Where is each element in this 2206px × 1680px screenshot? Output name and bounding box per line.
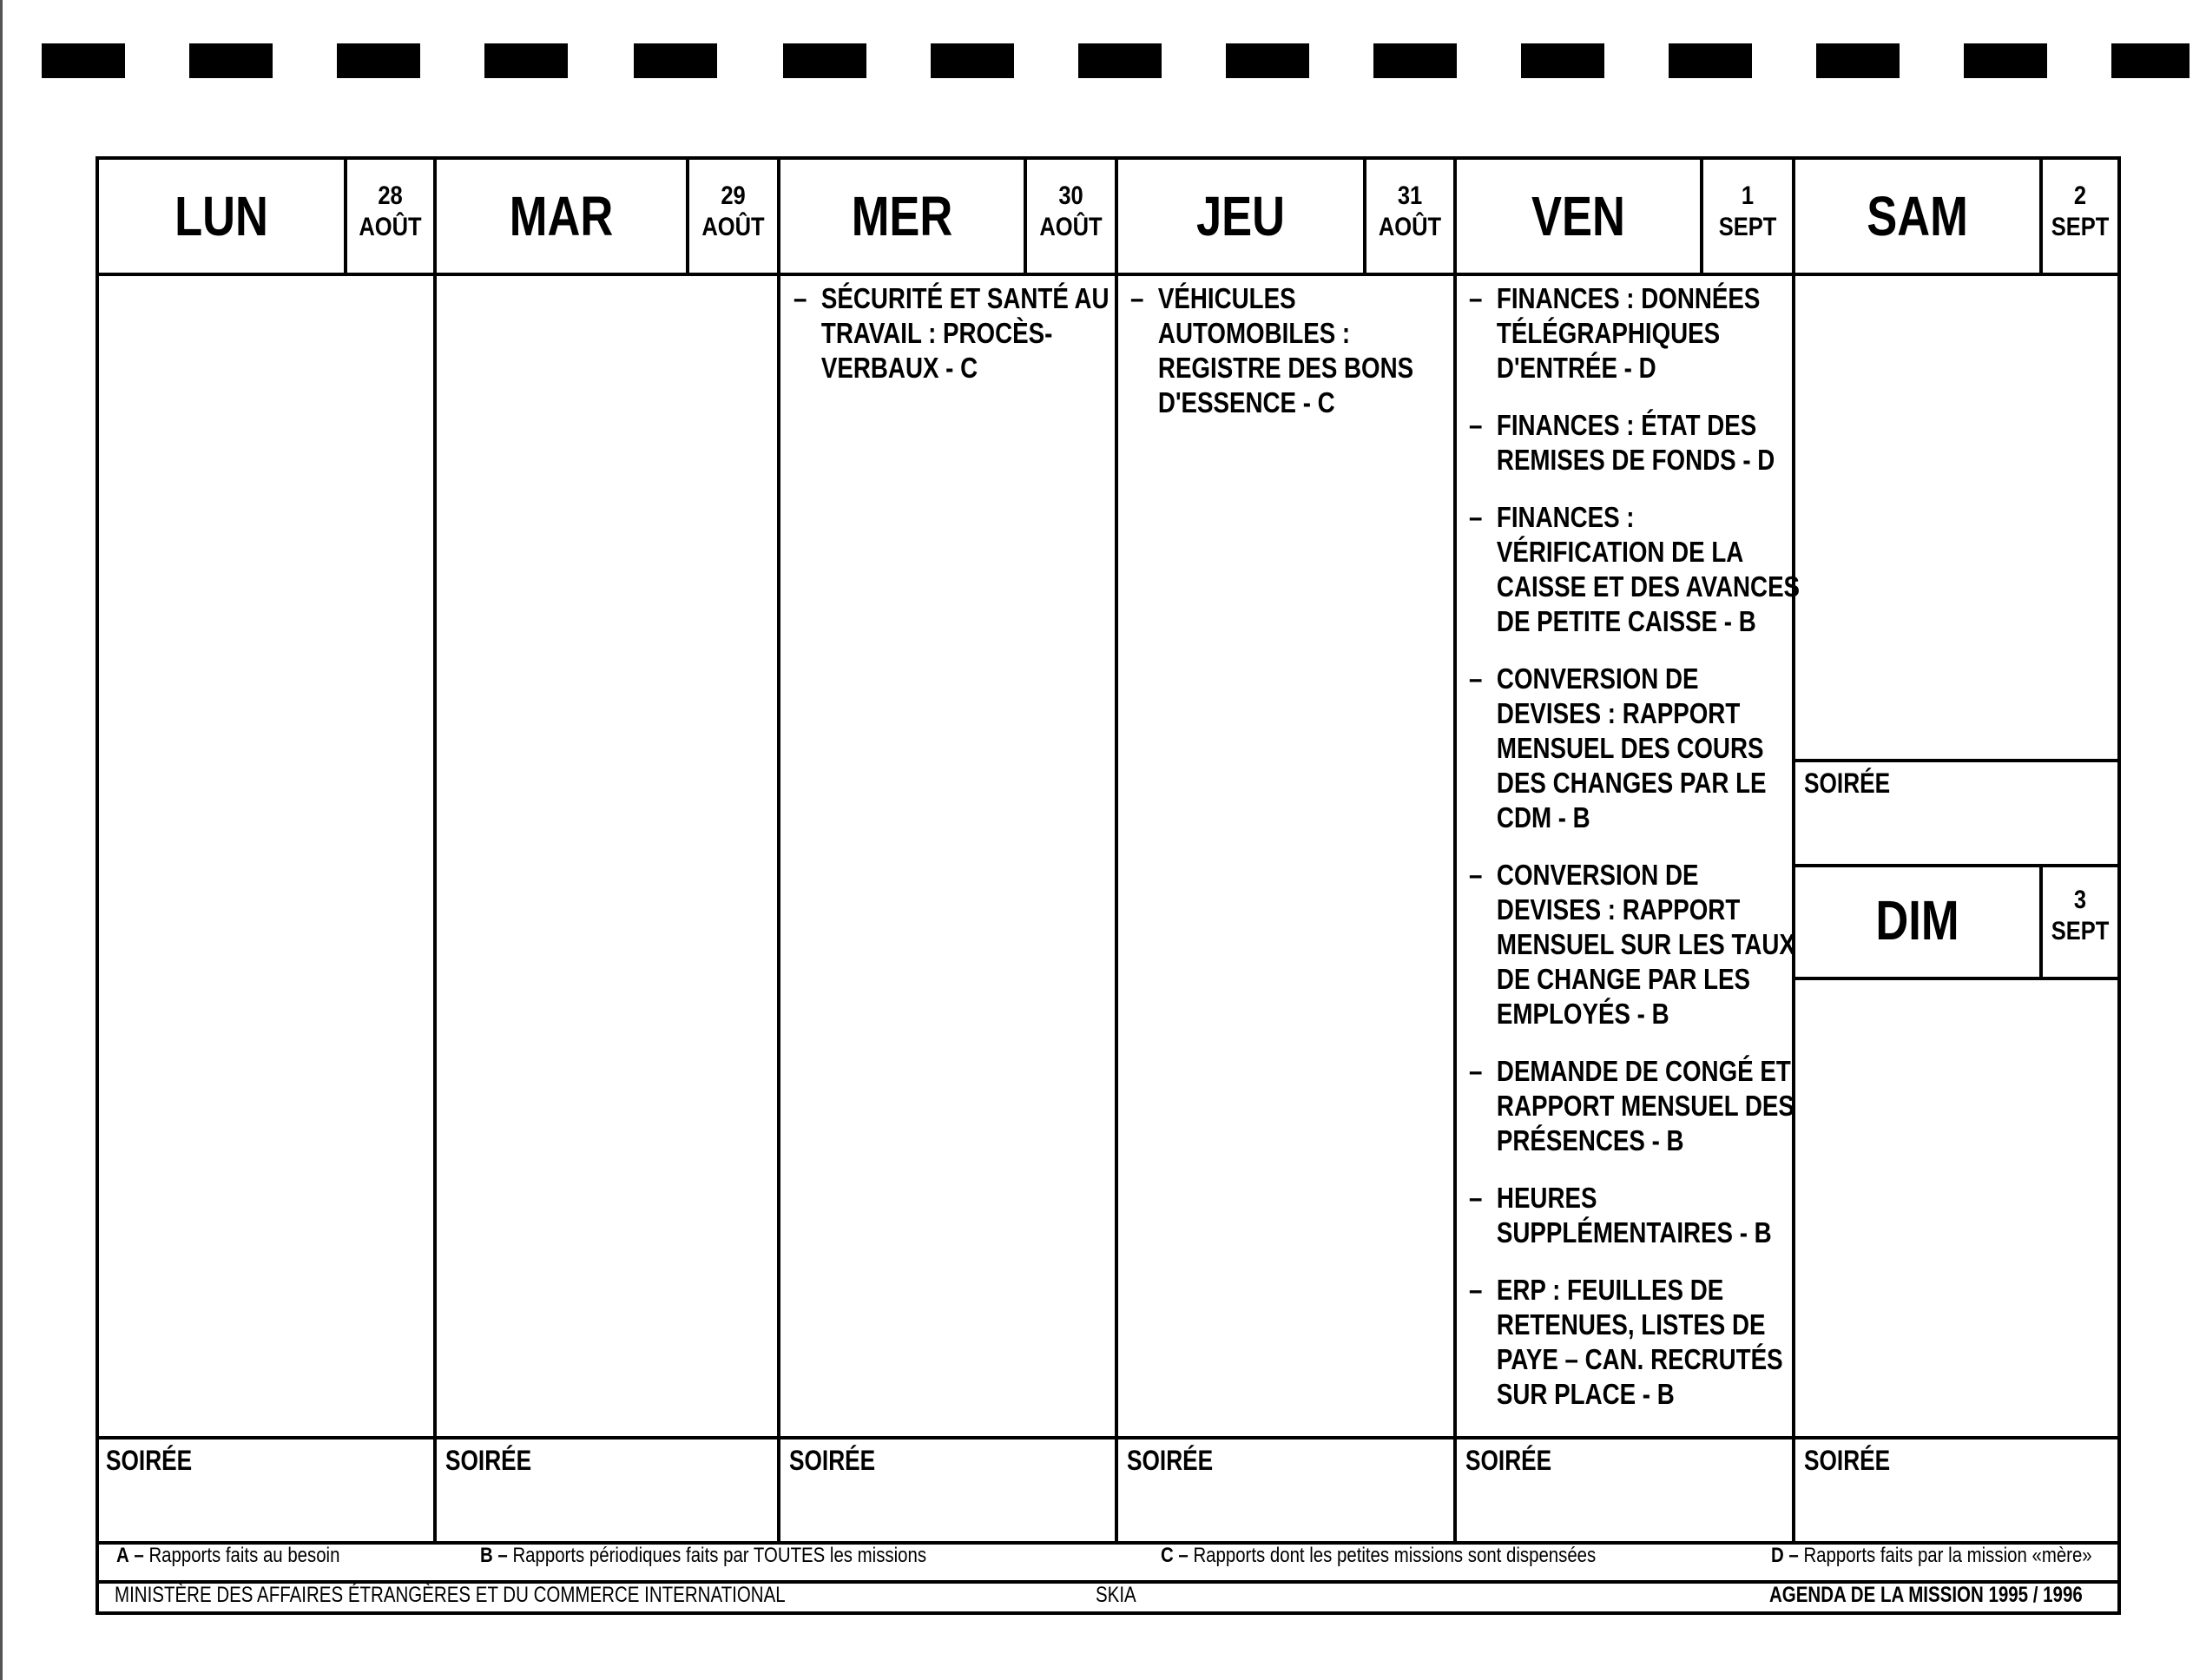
day-name-mer: MER: [851, 185, 953, 247]
day-date-mer: 30 AOÛT: [1039, 181, 1103, 241]
entry-dash: –: [1469, 1274, 1483, 1306]
binder-hole: [1964, 43, 2047, 78]
evening-mer: SOIRÉE: [789, 1445, 876, 1476]
evening-lun: SOIRÉE: [106, 1445, 193, 1476]
entry-text: FINANCES : ÉTAT DES REMISES DE FONDS -: [1496, 409, 1757, 476]
day-date-dim: 3 SEPT: [2051, 886, 2110, 945]
report-entry: [1469, 408, 1803, 478]
day-date-lun: 28 AOÛT: [359, 181, 422, 241]
entry-code: C: [960, 352, 978, 384]
report-entry: [1130, 281, 1465, 420]
binder-hole: [1373, 43, 1457, 78]
entry-text: HEURES SUPPLÉMENTAIRES -: [1496, 1182, 1748, 1248]
day-name-ven: VEN: [1531, 185, 1625, 247]
entry-code: D: [1757, 444, 1775, 476]
binder-hole: [1816, 43, 1900, 78]
entry-text: VÉHICULES AUTOMOBILES : REGISTRE DES BONS D'ESSENCE -: [1157, 282, 1414, 418]
binder-hole: [189, 43, 273, 78]
entry-text: CONVERSION DE DEVISES : RAPPORT MENSUEL DES COURS DES CHANGES PAR LE CDM -: [1496, 662, 1767, 833]
report-entry: [794, 281, 1128, 385]
entry-dash: –: [1469, 662, 1483, 695]
evening-mar: SOIRÉE: [445, 1445, 532, 1476]
report-entry: [1469, 281, 1803, 385]
day-name-lun: LUN: [175, 185, 268, 247]
report-entry: [1469, 662, 1803, 835]
ministry-name: MINISTÈRE DES AFFAIRES ÉTRANGÈRES ET DU COMMERCE INTERNATIONAL: [115, 1583, 786, 1607]
entries-ven: [1469, 281, 1867, 1434]
entry-dash: –: [1469, 1055, 1483, 1087]
day-date-jeu: 31 AOÛT: [1378, 181, 1442, 241]
legend-b: B – Rapports périodiques faits par TOUTES les missions: [480, 1544, 927, 1567]
binder-hole: [634, 43, 717, 78]
binder-hole: [931, 43, 1014, 78]
entry-code: D: [1638, 352, 1656, 384]
binder-hole: [1226, 43, 1309, 78]
entry-code: B: [1738, 605, 1756, 637]
legend-c: C – Rapports dont les petites missions sont dispensées: [1161, 1544, 1597, 1567]
day-name-mar: MAR: [509, 185, 614, 247]
binder-holes: [0, 43, 2206, 78]
entry-dash: –: [794, 282, 807, 314]
entry-text: ERP : FEUILLES DE RETENUES, LISTES DE PAYE – CAN. RECRUTÉS SUR PLACE -: [1496, 1274, 1783, 1410]
entry-text: FINANCES : VÉRIFICATION DE LA CAISSE ET DES AVANCES DE PETITE CAISSE -: [1496, 501, 1801, 637]
day-name-dim: DIM: [1875, 889, 1959, 952]
evening-sam-bottom: SOIRÉE: [1804, 1445, 1891, 1476]
day-name-sam: SAM: [1867, 185, 1968, 247]
binder-hole: [337, 43, 420, 78]
binder-hole: [484, 43, 568, 78]
entry-dash: –: [1469, 859, 1483, 891]
day-name-jeu: JEU: [1195, 185, 1286, 247]
entry-text: CONVERSION DE DEVISES : RAPPORT MENSUEL SUR LES TAUX DE CHANGE PAR LES EMPLOYÉS -: [1496, 859, 1795, 1030]
form-code: SKIA: [1096, 1583, 1136, 1607]
evening-sam: SOIRÉE: [1804, 768, 1891, 799]
binder-hole: [2111, 43, 2190, 78]
entry-text: SÉCURITÉ ET SANTÉ AU TRAVAIL : PROCÈS-VERBAUX -: [820, 282, 1110, 384]
entry-code: B: [1651, 998, 1669, 1030]
binder-hole: [1669, 43, 1752, 78]
binder-hole: [783, 43, 866, 78]
report-entry: [1469, 1054, 1803, 1158]
entry-code: B: [1754, 1216, 1772, 1248]
entry-dash: –: [1469, 409, 1483, 441]
evening-ven: SOIRÉE: [1465, 1445, 1552, 1476]
day-date-ven: 1 SEPT: [1718, 181, 1777, 241]
report-entry: [1469, 500, 1803, 639]
entry-dash: –: [1469, 1182, 1483, 1214]
entry-code: B: [1656, 1378, 1675, 1410]
legend-a: A – Rapports faits au besoin: [116, 1544, 340, 1567]
weekly-calendar: [95, 156, 2121, 1615]
binder-hole: [1078, 43, 1162, 78]
report-entry: [1469, 1181, 1803, 1250]
day-date-sam: 2 SEPT: [2051, 181, 2110, 241]
agenda-title: AGENDA DE LA MISSION 1995 / 1996: [1769, 1583, 2083, 1607]
binder-hole: [1521, 43, 1604, 78]
evening-jeu: SOIRÉE: [1127, 1445, 1214, 1476]
page-edge: [0, 0, 3, 1680]
entry-text: FINANCES : DONNÉES TÉLÉGRAPHIQUES D'ENTRÉE -: [1496, 282, 1761, 384]
entry-code: B: [1666, 1124, 1684, 1156]
entry-text: DEMANDE DE CONGÉ ET RAPPORT MENSUEL DES PRÉSENCES -: [1496, 1055, 1794, 1156]
day-date-mar: 29 AOÛT: [701, 181, 765, 241]
entry-dash: –: [1469, 501, 1483, 533]
report-entry: [1469, 1273, 1803, 1412]
entry-dash: –: [1130, 282, 1144, 314]
legend-d: D – Rapports faits par la mission «mère»: [1771, 1544, 2092, 1567]
entry-code: B: [1572, 801, 1590, 833]
entry-code: C: [1317, 386, 1335, 418]
binder-hole: [42, 43, 125, 78]
report-entry: [1469, 858, 1803, 1031]
entry-dash: –: [1469, 282, 1483, 314]
